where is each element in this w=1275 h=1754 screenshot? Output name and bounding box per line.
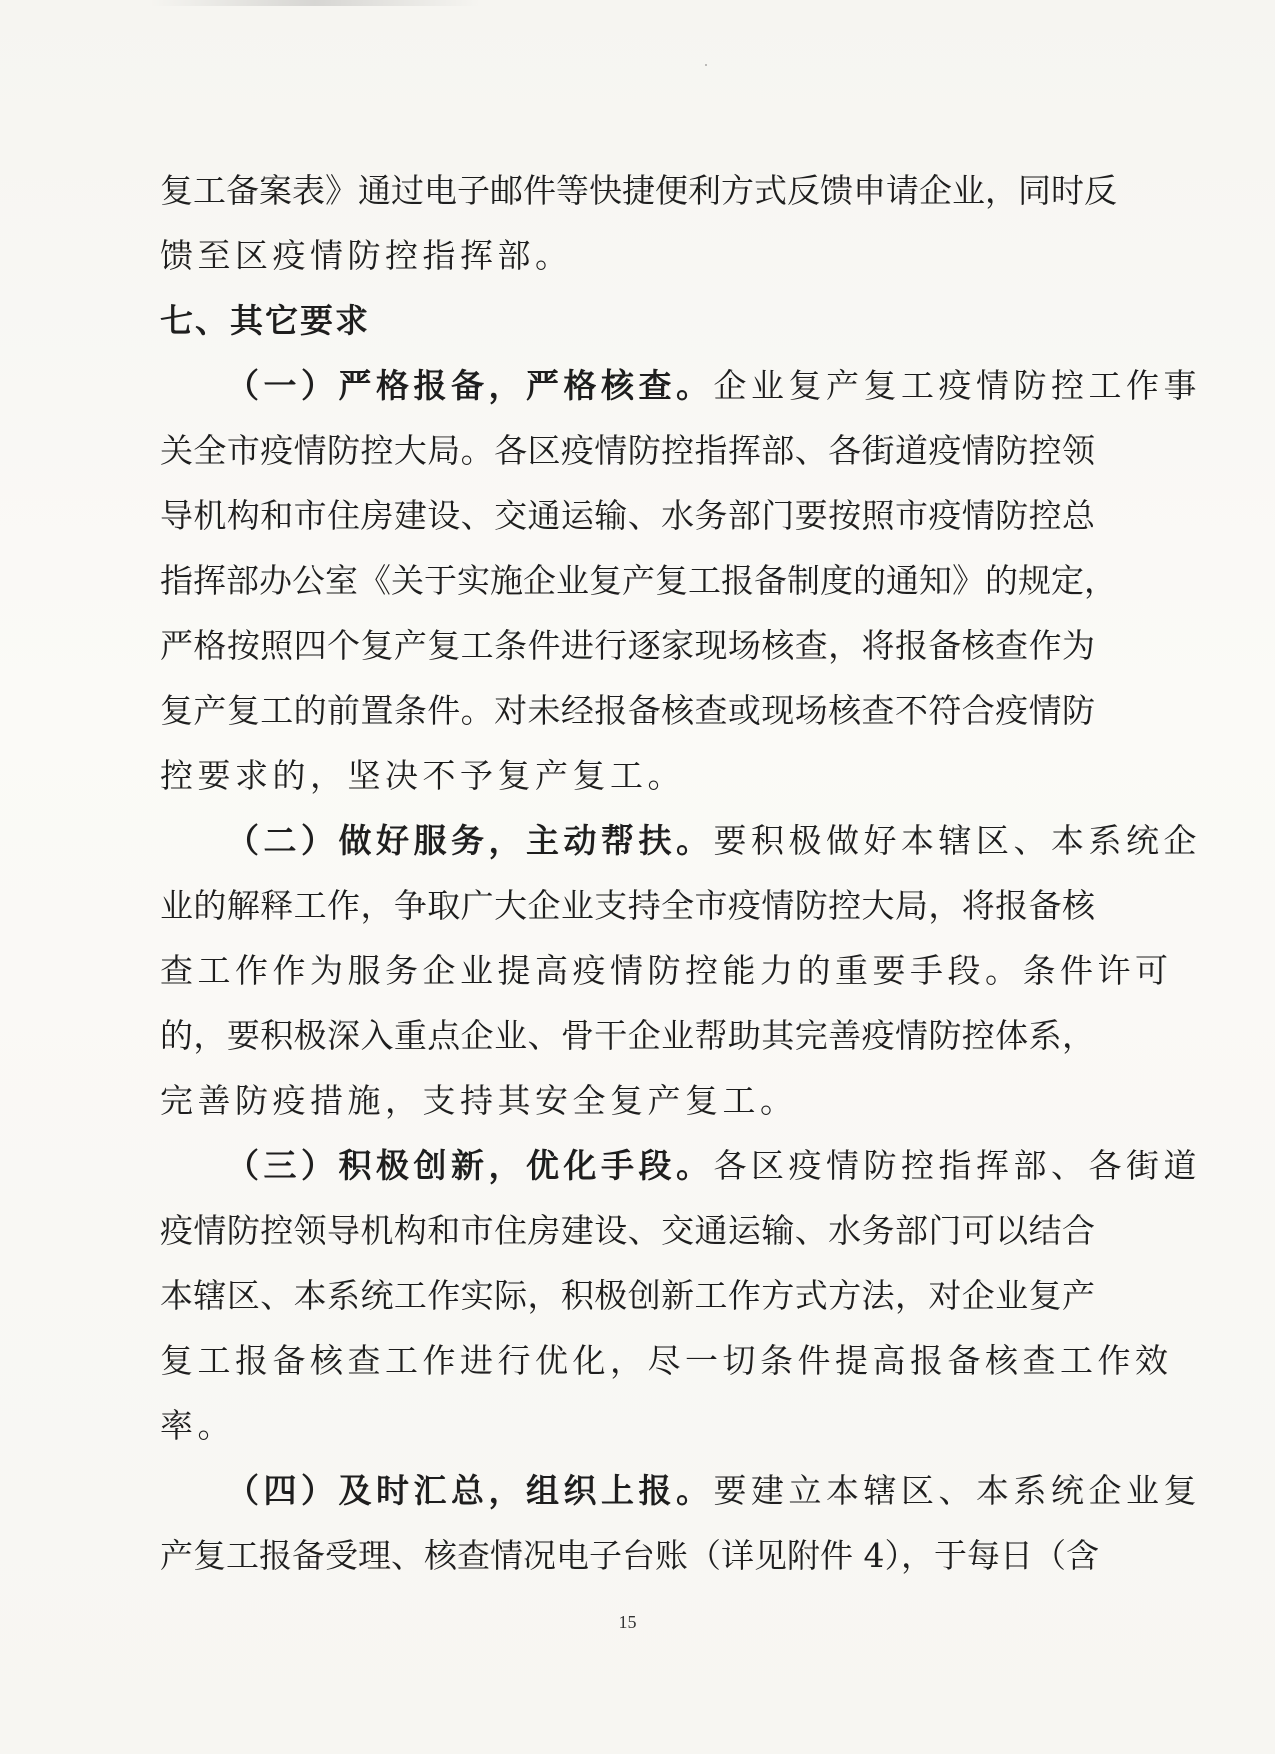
item-lead: （二）做好服务，主动帮扶。	[226, 821, 714, 860]
text-line: 产复工报备受理、核查情况电子台账（详见附件 4），于每日（含	[160, 1536, 1099, 1575]
text-line: 严格按照四个复产复工条件进行逐家现场核查，将报备核查作为	[160, 626, 1095, 665]
text-line: 查工作作为服务企业提高疫情防控能力的重要手段。条件许可	[160, 951, 1173, 990]
item-first-line	[160, 353, 1201, 418]
item-lead: （三）积极创新，优化手段。	[226, 1146, 714, 1185]
text-line: 导机构和市住房建设、交通运输、水务部门要按照市疫情防控总	[160, 496, 1095, 535]
text-line: 关全市疫情防控大局。各区疫情防控指挥部、各街道疫情防控领	[160, 431, 1095, 470]
text-line: 完善防疫措施，支持其安全复产复工。	[160, 1081, 798, 1120]
text-line: 疫情防控领导机构和市住房建设、交通运输、水务部门可以结合	[160, 1211, 1095, 1250]
item-first-line	[160, 1133, 1201, 1198]
scan-edge-shadow	[150, 0, 480, 6]
text-line: 业的解释工作，争取广大企业支持全市疫情防控大局，将报备核	[160, 886, 1095, 925]
item-text: 要建立本辖区、本系统企业复	[713, 1471, 1201, 1510]
text-line: 率。	[160, 1406, 235, 1445]
text-line: 本辖区、本系统工作实际，积极创新工作方式方法，对企业复产	[160, 1276, 1095, 1315]
text-line: 指挥部办公室《关于实施企业复产复工报备制度的通知》的规定，	[160, 561, 1117, 600]
text-line: 馈至区疫情防控指挥部。	[160, 236, 573, 275]
item-lead: （四）及时汇总，组织上报。	[226, 1471, 714, 1510]
item-first-line	[160, 808, 1201, 873]
scan-speck	[705, 64, 707, 66]
text-line: 复工备案表》通过电子邮件等快捷便利方式反馈申请企业，同时反	[160, 171, 1117, 210]
section-heading: 七、其它要求	[160, 301, 370, 340]
item-text: 各区疫情防控指挥部、各街道	[713, 1146, 1201, 1185]
item-first-line	[160, 1458, 1201, 1523]
text-line: 的，要积极深入重点企业、骨干企业帮助其完善疫情防控体系，	[160, 1016, 1095, 1055]
item-text: 企业复产复工疫情防控工作事	[713, 366, 1201, 405]
item-text: 要积极做好本辖区、本系统企	[713, 821, 1201, 860]
page-number: 15	[618, 1612, 637, 1632]
item-lead: （一）严格报备，严格核查。	[226, 366, 714, 405]
text-line: 控要求的，坚决不予复产复工。	[160, 756, 685, 795]
document-body	[160, 158, 1201, 1588]
text-line: 复产复工的前置条件。对未经报备核查或现场核查不符合疫情防	[160, 691, 1095, 730]
text-line: 复工报备核查工作进行优化，尽一切条件提高报备核查工作效	[160, 1341, 1173, 1380]
